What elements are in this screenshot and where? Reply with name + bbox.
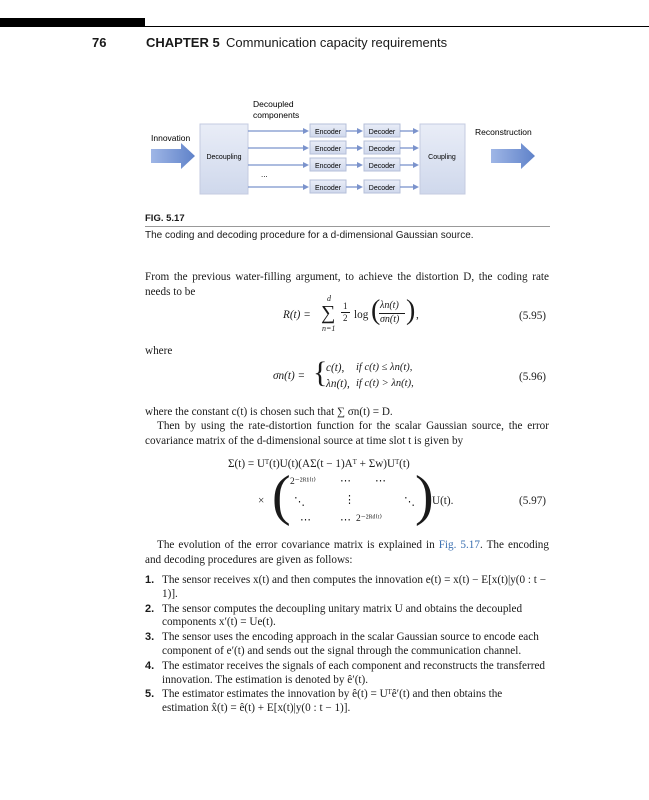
encoder-box: Encoder: [314, 163, 342, 170]
step-item: [145, 660, 549, 688]
input-arrow: [151, 143, 195, 169]
figure-label: FIG. 5.17: [145, 213, 185, 224]
eq95-rparen: ): [406, 295, 416, 326]
eq95-frac-den: σn(t): [380, 314, 400, 325]
equation-5-95: [283, 294, 433, 337]
decoder-box: Decoder: [368, 129, 396, 136]
eq97-dots-bottom-1: ⋯: [300, 514, 312, 526]
reconstruction-label: Reconstruction: [475, 127, 532, 137]
eq95-sum-bottom: n=1: [322, 324, 336, 333]
encoder-box: Encoder: [314, 146, 342, 153]
eq97-vdots: ⋮: [344, 494, 356, 506]
decoupled-label-2: components: [253, 110, 300, 120]
eq95-sum-symbol: ∑: [321, 302, 336, 324]
paragraph-4-text-b: . The encoding and decoding procedures are given as follows:: [145, 539, 549, 566]
step-number: 4.: [145, 659, 155, 672]
chapter-label: CHAPTER 5: [146, 35, 220, 50]
figure-5-17: [145, 95, 550, 213]
innovation-label: Innovation: [151, 133, 191, 143]
eq97-rparen: ): [415, 465, 434, 527]
equation-number-5-96: (5.96): [519, 371, 547, 383]
eq95-frac-num: λn(t): [380, 300, 399, 311]
eq97-dots-bottom-2: ⋯: [340, 514, 352, 526]
paragraph-4-text-a: The evolution of the error covariance matrix is explained in: [157, 539, 435, 551]
decoupling-box-label: Decoupling: [206, 154, 242, 161]
encoder-box: Encoder: [314, 185, 342, 192]
channel-row-d: [248, 180, 419, 193]
paragraph-4: [145, 538, 549, 567]
procedure-steps: [145, 574, 549, 717]
step-number: 1.: [145, 574, 155, 586]
step-text: The estimator estimates the innovation by ê(t) = Uᵀê′(t) and then obtains the estimation x̂(t) = ê(t) + E[x(t)|y(0 : t − 1)].: [162, 688, 503, 715]
equation-number-5-97: (5.97): [519, 495, 547, 507]
channel-row-3: [248, 158, 419, 171]
eq96-case2-condition: if c(t) > λn(t),: [356, 378, 414, 389]
equation-5-97-line1: Σ(t) = Uᵀ(t)U(t)(AΣ(t − 1)Aᵀ + Σw)Uᵀ(t): [228, 458, 410, 470]
decoupled-label-1: Decoupled: [253, 99, 294, 109]
channel-row-1: [248, 124, 419, 137]
encoder-box: Encoder: [314, 129, 342, 136]
eq97-tail: U(t).: [432, 495, 454, 507]
eq97-dots-top-2: ⋯: [375, 475, 387, 487]
step-number: 2.: [145, 602, 155, 615]
step-text: The sensor computes the decoupling unitary matrix U and obtains the decoupled components x′(t) = Ue(t).: [162, 602, 523, 629]
chapter-title: Communication capacity requirements: [226, 35, 448, 50]
equation-5-97-matrix: [258, 465, 468, 530]
figure-diagram: [145, 95, 550, 213]
eq97-ddots-left: ⋱: [294, 496, 306, 508]
decoder-box: Decoder: [368, 163, 396, 170]
step-item: [145, 688, 549, 716]
channel-row-2: [248, 141, 419, 154]
eq95-sum-top: d: [327, 294, 331, 303]
step-text: The sensor receives x(t) and then computes the innovation e(t) = x(t) − E[x(t)|y(0 : t − 1)].: [162, 574, 547, 600]
eq95-log: log: [354, 309, 369, 321]
figure-caption-text: The coding and decoding procedure for a d-dimensional Gaussian source.: [145, 230, 474, 241]
header-rule: [145, 26, 649, 27]
step-item: [145, 603, 549, 631]
page-number: 76: [92, 35, 107, 50]
step-text: The estimator receives the signals of each component and reconstructs the transferred innovation. The estimation is denoted by ê′(t).: [162, 659, 546, 686]
equation-5-96: [273, 356, 453, 395]
eq96-case1-condition: if c(t) ≤ λn(t),: [356, 362, 413, 373]
decoder-box: Decoder: [368, 146, 396, 153]
eq97-m11: 2⁻²ᴿ¹⁽ᵗ⁾: [290, 477, 316, 487]
step-number: 5.: [145, 688, 155, 701]
step-item: [145, 574, 549, 602]
eq96-case2-value: λn(t),: [326, 378, 350, 390]
paragraph-3: Then by using the rate-distortion function for the scalar Gaussian source, the error covariance matrix of the d-dimensional source at time slot t is given by: [145, 420, 549, 447]
decoder-box: Decoder: [368, 185, 396, 192]
eq95-half-den: 2: [343, 313, 348, 323]
eq97-mdd: 2⁻²ᴿᵈ⁽ᵗ⁾: [356, 514, 382, 524]
header-black-bar: [0, 18, 145, 27]
eq95-lparen: (: [371, 295, 381, 326]
eq97-ddots-right: ⋱: [404, 496, 416, 508]
eq96-lhs: σn(t) =: [273, 370, 306, 382]
page-header: [0, 35, 649, 51]
eq97-lparen: (: [272, 465, 291, 527]
coupling-box-label: Coupling: [428, 154, 456, 161]
eq95-lhs: R(t) =: [283, 309, 311, 321]
rows-ellipsis: ...: [261, 170, 268, 179]
step-item: [145, 631, 549, 659]
eq95-half-num: 1: [343, 301, 348, 311]
figure-caption: [145, 213, 550, 241]
output-arrow: [491, 143, 535, 169]
eq97-dots-top-1: ⋯: [340, 475, 352, 487]
paragraph-2: where the constant c(t) is chosen such that ∑ σn(t) = D.: [145, 406, 393, 418]
eq96-brace: {: [313, 356, 328, 389]
eq96-case1-value: c(t),: [326, 362, 345, 374]
eq97-times: ×: [258, 495, 265, 507]
equation-number-5-95: (5.95): [519, 310, 547, 322]
figure-5-17-link[interactable]: Fig. 5.17: [438, 539, 480, 551]
step-text: The sensor uses the encoding approach in the scalar Gaussian source to encode each component of e′(t) and sends out the signal through the communication channel.: [162, 631, 539, 657]
caption-rule: [145, 226, 550, 227]
step-number: 3.: [145, 631, 155, 644]
eq95-tail: ,: [416, 309, 419, 321]
paragraph-1: From the previous water-filling argument, to achieve the distortion D, the coding rate needs to be: [145, 271, 549, 298]
where-text: where: [145, 345, 173, 357]
